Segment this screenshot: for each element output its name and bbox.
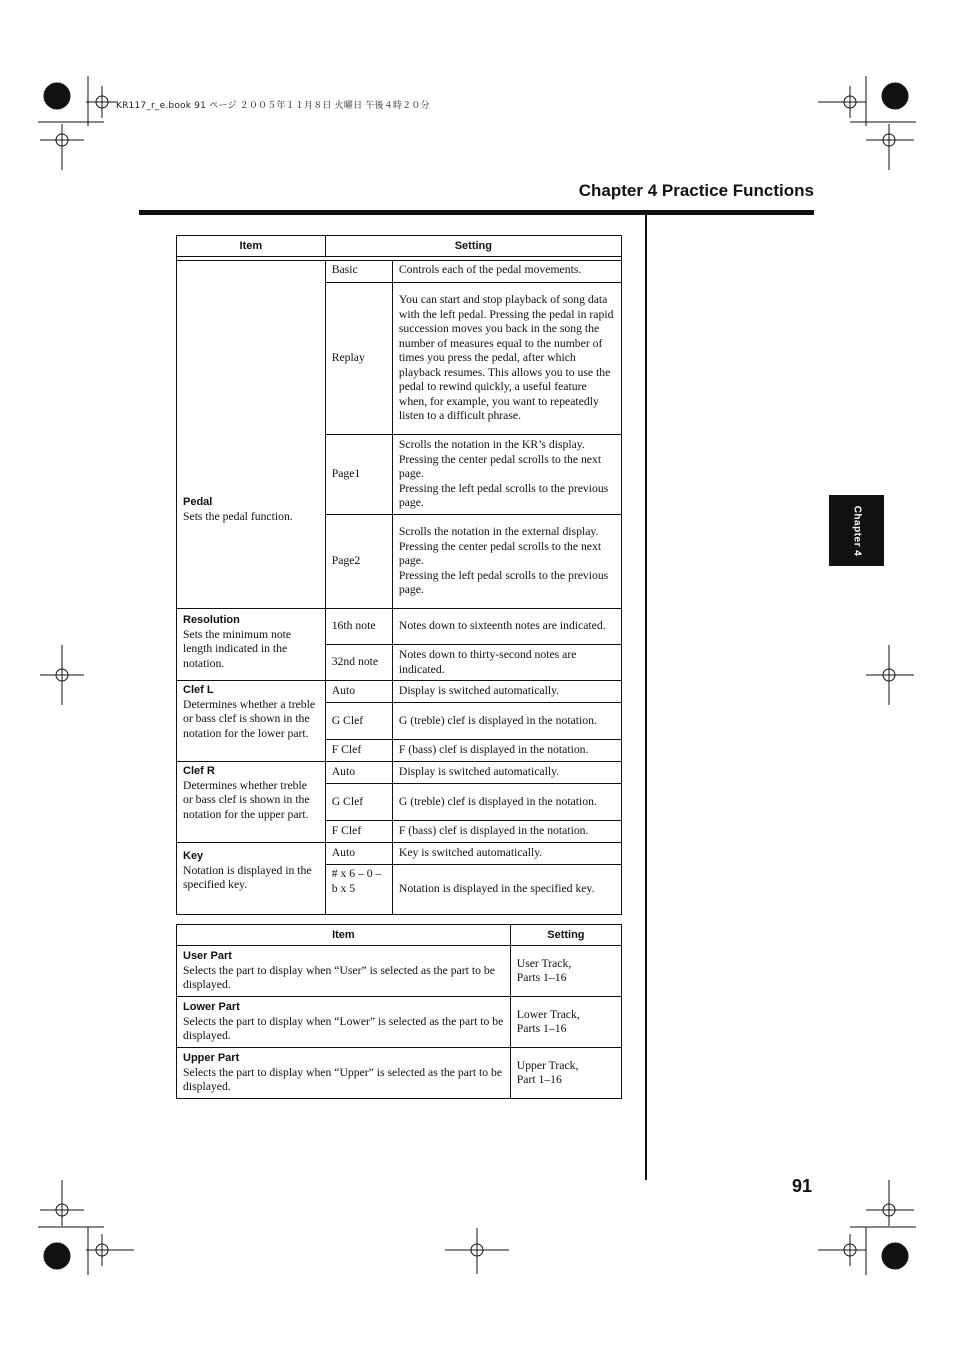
option-description: Display is switched automatically.: [392, 681, 621, 703]
item-cell-pedal: [177, 261, 326, 609]
option-description: Notes down to thirty-second notes are indicated.: [392, 645, 621, 681]
setting-line: Upper Track,: [516, 1058, 579, 1072]
setting-cell: [510, 997, 621, 1048]
table-row: [177, 762, 622, 784]
option-description: Controls each of the pedal movements.: [392, 261, 621, 283]
setting-cell: [510, 1048, 621, 1099]
description-line: Scrolls the notation in the external display.: [398, 525, 599, 539]
table-row: [177, 843, 622, 865]
option-cell: Auto: [325, 762, 392, 784]
option-description: Notation is displayed in the specified key.: [392, 865, 621, 915]
item-name: Resolution: [183, 614, 240, 626]
option-cell: Page1: [325, 435, 392, 515]
option-description: Display is switched automatically.: [392, 762, 621, 784]
setting-line: User Track,: [516, 956, 572, 970]
table-row: [177, 681, 622, 703]
option-cell: F Clef: [325, 740, 392, 762]
chapter-tab: [829, 495, 884, 566]
item-cell-key: [177, 843, 326, 915]
option-description: Key is switched automatically.: [392, 843, 621, 865]
header-setting: Setting: [325, 236, 621, 257]
header-rule: [139, 210, 814, 215]
option-cell: Auto: [325, 681, 392, 703]
option-cell: Auto: [325, 843, 392, 865]
item-description: Selects the part to display when “User” is selected as the part to be displayed.: [183, 963, 495, 992]
item-description: Determines whether treble or bass clef is shown in the notation for the upper part.: [183, 778, 310, 821]
item-cell-resolution: [177, 609, 326, 681]
option-description: F (bass) clef is displayed in the notation.: [392, 740, 621, 762]
option-description: G (treble) clef is displayed in the notation.: [392, 703, 621, 740]
table-row: [177, 946, 622, 997]
chapter-tab-label: Chapter 4: [851, 505, 863, 557]
setting-line: Part 1–16: [516, 1073, 562, 1086]
chapter-title: Chapter 4 Practice Functions: [578, 181, 814, 200]
option-cell: G Clef: [325, 703, 392, 740]
option-cell: G Clef: [325, 784, 392, 821]
header-setting: Setting: [510, 925, 621, 946]
table-header-row: [177, 925, 622, 946]
item-name: Lower Part: [183, 1001, 240, 1014]
setting-line: Parts 1–16: [516, 971, 567, 984]
settings-table-1: [176, 235, 622, 915]
item-description: Determines whether a treble or bass clef is shown in the notation for the lower part.: [183, 697, 316, 740]
option-description: [392, 435, 621, 515]
description-line: Pressing the center pedal scrolls to the next page.: [398, 539, 602, 568]
item-description: Sets the minimum note length indicated in the notation.: [183, 627, 292, 670]
setting-line: Lower Track,: [516, 1007, 580, 1021]
settings-table-2: [176, 924, 622, 1099]
print-info: KR117_r_e.book 91 ページ ２００５年１１月８日 火曜日 午後４時２０分: [116, 101, 430, 111]
item-name: Clef R: [183, 765, 215, 777]
description-line: Pressing the center pedal scrolls to the next page.: [398, 452, 602, 481]
description-line: Pressing the left pedal scrolls to the previous page.: [398, 481, 609, 510]
item-description: Selects the part to display when “Upper” is selected as the part to be displayed.: [183, 1065, 503, 1094]
description-line: Pressing the left pedal scrolls to the previous page.: [398, 568, 609, 597]
item-cell-user-part: [177, 946, 511, 997]
item-name: Key: [183, 850, 204, 862]
setting-cell: [510, 946, 621, 997]
option-cell: 16th note: [325, 609, 392, 645]
option-cell: F Clef: [325, 821, 392, 843]
item-cell-upper-part: [177, 1048, 511, 1099]
table-row: [177, 609, 622, 645]
header-item: Item: [177, 236, 326, 257]
option-cell: 32nd note: [325, 645, 392, 681]
option-description: [392, 515, 621, 609]
setting-line: Parts 1–16: [516, 1022, 567, 1035]
option-description: G (treble) clef is displayed in the notation.: [392, 784, 621, 821]
option-cell: Basic: [325, 261, 392, 283]
item-description: Selects the part to display when “Lower” is selected as the part to be displayed.: [183, 1014, 504, 1043]
item-cell-lower-part: [177, 997, 511, 1048]
item-description: Sets the pedal function.: [183, 509, 293, 523]
page-number: 91: [791, 1176, 812, 1196]
item-cell-clef-l: [177, 681, 326, 762]
option-cell: # x 6 – 0 – b x 5: [325, 865, 392, 915]
option-description: Notes down to sixteenth notes are indicated.: [392, 609, 621, 645]
header-item: Item: [177, 925, 511, 946]
option-cell: Replay: [325, 283, 392, 435]
column-rule: [645, 215, 647, 1180]
table-row: [177, 997, 622, 1048]
item-name: Pedal: [183, 496, 213, 508]
option-cell: Page2: [325, 515, 392, 609]
table-row: [177, 1048, 622, 1099]
table-row: [177, 261, 622, 283]
description-line: Scrolls the notation in the KR’s display.: [398, 438, 585, 452]
item-name: User Part: [183, 950, 232, 963]
option-description: You can start and stop playback of song data with the left pedal. Pressing the pedal in rapid succession moves you back in the song the number of measures equal to the number of times you press the pedal, after which playback resumes. This allows you to use the pedal to rewind quickly, a useful feature when, for example, you want to repeatedly listen to a difficult phrase.: [392, 283, 621, 435]
table-header-row: [177, 236, 622, 257]
option-description: F (bass) clef is displayed in the notation.: [392, 821, 621, 843]
item-description: Notation is displayed in the: [183, 863, 312, 877]
item-description: specified key.: [183, 878, 248, 891]
item-name: Upper Part: [183, 1052, 240, 1065]
item-cell-clef-r: [177, 762, 326, 843]
item-name: Clef L: [183, 684, 214, 696]
